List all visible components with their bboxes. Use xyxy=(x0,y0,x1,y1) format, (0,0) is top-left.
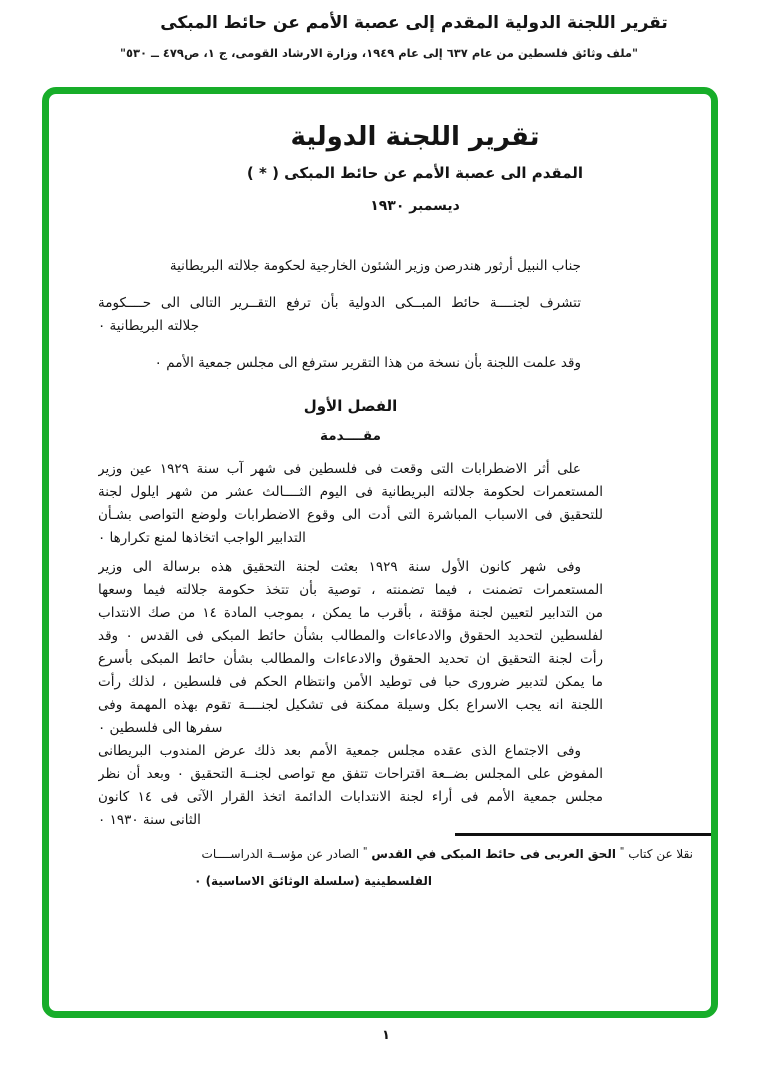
paragraph-line: رأت لجنة التحقيق ان تحديد الحقوق والادعاءات والمطالب بشأن حائط المبكى بأسرع xyxy=(98,651,603,667)
paragraph-line: المستعمرات لحكومة جلالته البريطانية فى اليوم الثــــالث عشر من شهر ايلول لجنة xyxy=(98,484,603,500)
paragraph-line: المستعمرات تضمنت ، فيما تضمنته ، توصية بأن تتخذ حكومة جلالته فيما وسعها xyxy=(98,582,603,598)
document-date: ديسمبر ١٩٣٠ xyxy=(370,198,460,214)
paragraph-line: للتحقيق فى الاسباب المباشرة التى أدت الى وقوع الاضطرابات ولوضع التواصى بشـأن xyxy=(98,507,603,523)
paragraph-salutation xyxy=(98,255,603,278)
paragraph-line: ما يمكن لتدبير ضرورى حبا فى توطيد الأمن وانتظام الحكم فى فلسطين ، لذلك رأت xyxy=(98,674,603,690)
document-subtitle: المقدم الى عصبة الأمم عن حائط المبكى ( * ) xyxy=(246,164,584,182)
document-title: تقرير اللجنة الدولية xyxy=(290,122,540,152)
paragraph-line: جناب النبيل أرثور هندرصن وزير الشئون الخارجية لحكومة جلالته البريطانية xyxy=(169,258,581,274)
header-source-citation: "ملف وثائق فلسطين من عام ٦٣٧ إلى عام ١٩٤٩، وزارة الارشاد القومى، ج ١، ص٤٧٩ ــ ٥٣٠" xyxy=(119,46,639,60)
footnote-text xyxy=(94,843,693,863)
footnote-separator-rule xyxy=(455,833,711,836)
paragraph-line: وقد علمت اللجنة بأن نسخة من هذا التقرير سترفع الى مجلس جمعية الأمم ٠ xyxy=(154,355,581,371)
chapter-heading: الفصل الأول xyxy=(303,397,398,415)
paragraph-copy-notice xyxy=(98,352,603,375)
paragraph-line: من التدابير لتعيين لجنة مؤقتة ، بأقرب ما يمكن ، بموجب المادة ١٤ من صك الانتداب xyxy=(98,605,603,621)
paragraph-submission xyxy=(98,292,603,338)
paragraph-line: التدابير الواجب اتخاذها لمنع تكرارها ٠ xyxy=(98,530,306,546)
paragraph-line: على أثر الاضطرابات التى وقعت فى فلسطين فى شهر آب سنة ١٩٢٩ عين وزير xyxy=(98,461,581,477)
document-body xyxy=(49,95,711,1011)
paragraph-line: اللجنة انه يجب الاسراع بكل وسيلة ممكنة فى تشكيل لجنــــة تقوم بهذه المهمة وفى xyxy=(98,697,603,713)
paragraph-intro-1 xyxy=(98,458,603,550)
paragraph-line: مجلس جمعية الأمم فى أراء لجنة الانتدابات الدائمة اتخذ القرار الآتى فى ١٤ كانون xyxy=(98,789,603,805)
open-quote-mark: " xyxy=(619,846,625,857)
footnote-prefix: نقلا عن كتاب xyxy=(628,847,693,861)
paragraph-line: لفلسطين لتحديد الحقوق والادعاءات والمطالب بشأن حائط المبكى فى القدس ٠ وقد xyxy=(98,628,603,644)
paragraph-line: وفى الاجتماع الذى عقده مجلس جمعية الأمم بعد ذلك عرض المندوب البريطانى xyxy=(98,743,581,759)
footnote-text-continued: الفلسطينية (سلسلة الوثائق الاساسية) ٠ xyxy=(194,874,432,888)
paragraph-line: جلالته البريطانية ٠ xyxy=(98,318,200,334)
paragraph-line: الثانى سنة ١٩٣٠ ٠ xyxy=(98,812,201,828)
paragraph-line: وفى شهر كانون الأول سنة ١٩٢٩ بعثت لجنة التحقيق هذه برسالة الى وزير xyxy=(98,559,581,575)
paragraph-intro-3 xyxy=(98,740,603,832)
footnote-book-title: الحق العربى فى حائط المبكى في القدس xyxy=(371,847,616,861)
paragraph-line: المفوض على المجلس بضــعة اقتراحات تتفق مع تواصى لجنــة التحقيق ٠ وبعد أن نظر xyxy=(98,766,603,782)
title-block xyxy=(119,121,711,216)
paragraph-line: سفرها الى فلسطين ٠ xyxy=(98,720,223,736)
close-quote-mark: " xyxy=(362,846,368,857)
footnote-area xyxy=(49,833,711,890)
page-number: ١ xyxy=(382,1028,390,1043)
section-heading: مقــــدمة xyxy=(320,428,381,444)
paragraph-line: تتشرف لجنــــة حائط المبــكى الدولية بأن ترفع التقــرير التالى الى حــــكومة xyxy=(98,295,581,311)
footnote-suffix: الصادر عن مؤســة الدراســــات xyxy=(201,847,360,861)
paragraph-intro-2 xyxy=(98,556,603,740)
header-title: تقرير اللجنة الدولية المقدم إلى عصبة الأمم عن حائط المبكى xyxy=(160,13,668,33)
